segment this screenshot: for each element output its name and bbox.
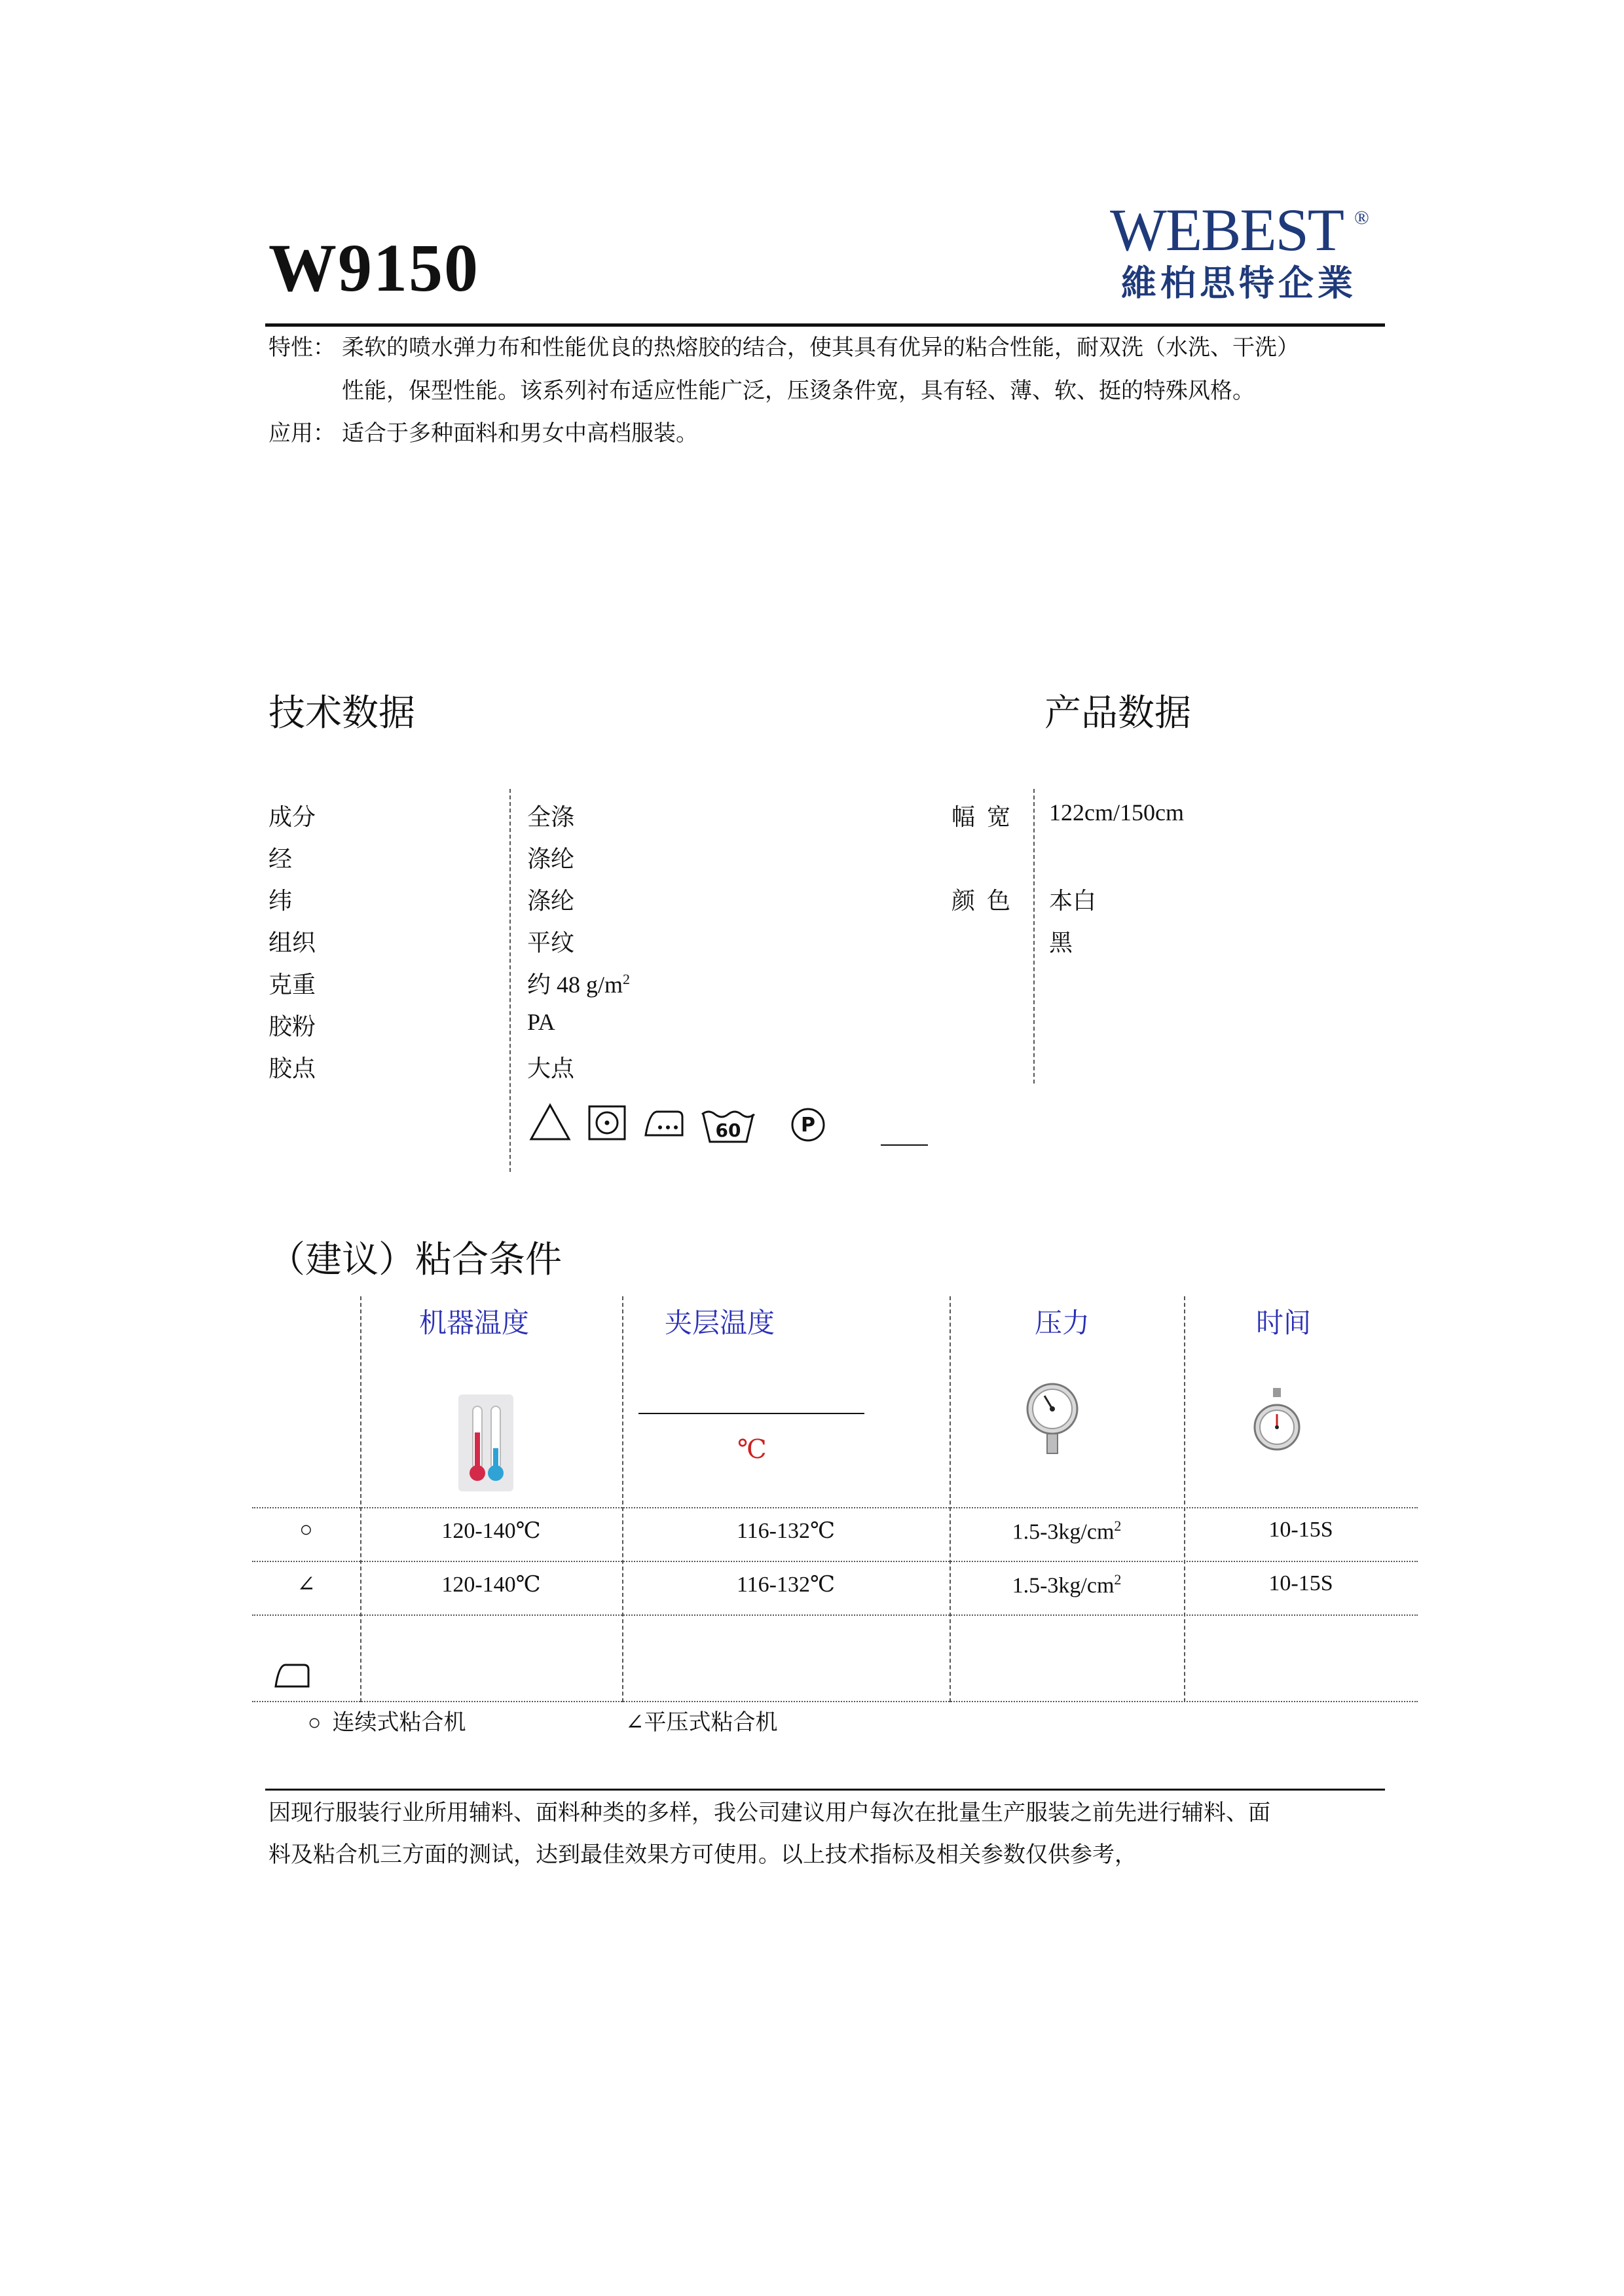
tech-label-dot: 胶点: [268, 1055, 316, 1082]
layer-temp-line: [638, 1413, 864, 1414]
header-rule: [265, 323, 1385, 327]
legend-continuous: ○ 连续式粘合机: [308, 1711, 466, 1735]
product-divider: [1033, 789, 1035, 1084]
product-value-color-white: 本白: [1049, 888, 1097, 914]
row-1-time: 10-15S: [1268, 1518, 1333, 1542]
layer-temp-unit: ℃: [737, 1434, 767, 1464]
grid-col-2: [622, 1296, 623, 1702]
row-1-layer-temp: 116-132℃: [736, 1519, 836, 1543]
row-1-symbol: ○: [299, 1518, 313, 1542]
product-data-heading: 产品数据: [1044, 693, 1191, 734]
application-text: 适合于多种面料和男女中高档服装。: [342, 422, 698, 446]
tech-value-weight: 约 48 $g/m^2$: [527, 971, 631, 998]
tech-value-warp: 涤纶: [527, 846, 575, 872]
tech-label-weave: 组织: [268, 930, 316, 956]
row-2-machine-temp: 120-140℃: [441, 1573, 541, 1597]
tech-label-adhesive: 胶粉: [268, 1013, 316, 1040]
brand-logo-text: WEBEST: [1110, 196, 1343, 263]
tech-value-adhesive: PA: [527, 1009, 555, 1035]
dryclean-p-icon: [790, 1106, 826, 1143]
brand-logo-chinese: 維柏思特企業: [1121, 263, 1357, 304]
tech-label-weight: 克重: [268, 972, 316, 998]
tech-divider: [509, 789, 511, 1172]
product-value-width: 122cm/150cm: [1049, 799, 1184, 826]
header-machine-temp: 机器温度: [419, 1309, 530, 1339]
grid-col-4: [1184, 1296, 1185, 1702]
product-value-color-black: 黑: [1049, 930, 1073, 956]
row-1-machine-temp: 120-140℃: [441, 1519, 541, 1543]
svg-text:60: 60: [715, 1120, 741, 1141]
row-2-pressure: $1.5-3kg/cm^2$: [1012, 1571, 1122, 1598]
features-line-1: 柔软的喷水弹力布和性能优良的热熔胶的结合，使其具有优异的粘合性能，耐双洗（水洗、干洗）: [342, 336, 1299, 360]
header-layer-temp: 夹层温度: [665, 1309, 775, 1339]
product-label-color: 颜 色: [951, 888, 1011, 914]
row-1-pressure: $1.5-3kg/cm^2$: [1012, 1518, 1122, 1544]
footer-rule: [265, 1789, 1385, 1791]
tumble-dry-icon: [588, 1105, 626, 1140]
tech-value-composition: 全涤: [527, 804, 575, 830]
features-line-2: 性能，保型性能。该系列衬布适应性能广泛，压烫条件宽，具有轻、薄、软、挺的特殊风格。: [342, 379, 1255, 403]
footer-line-2: 料及粘合机三方面的测试，达到最佳效果方可使用。以上技术指标及相关参数仅供参考，: [268, 1843, 1137, 1867]
tech-label-composition: 成分: [268, 804, 316, 830]
pressure-gauge-icon: [1025, 1381, 1080, 1459]
tech-label-warp: 经: [268, 846, 293, 872]
product-label-width: 幅 宽: [951, 804, 1011, 830]
tech-value-dot: 大点: [527, 1055, 575, 1082]
grid-row-2: [252, 1561, 1418, 1562]
row-2-layer-temp: 116-132℃: [736, 1573, 836, 1597]
registered-mark: ®: [1354, 207, 1369, 228]
bonding-heading: （建议）粘合条件: [268, 1240, 562, 1281]
tech-data-heading: 技术数据: [268, 693, 415, 734]
row-2-time: 10-15S: [1268, 1571, 1333, 1595]
grid-col-3: [950, 1296, 951, 1702]
tech-value-weft: 涤纶: [527, 888, 575, 914]
grid-row-4: [252, 1701, 1418, 1702]
tech-label-weft: 纬: [268, 888, 293, 914]
legend-flat: ∠平压式粘合机: [625, 1711, 778, 1735]
tech-value-weave: 平纹: [527, 930, 575, 956]
header-time: 时间: [1256, 1309, 1312, 1339]
grid-col-1: [360, 1296, 361, 1702]
grid-row-1: [252, 1507, 1418, 1508]
header-pressure: 压力: [1035, 1309, 1090, 1339]
thermometer-icon: [458, 1394, 513, 1491]
features-label: 特性：: [268, 336, 335, 360]
grid-row-3: [252, 1614, 1418, 1616]
stopwatch-icon: [1252, 1388, 1302, 1459]
wash-60-icon: [699, 1106, 757, 1144]
row-2-symbol: ∠: [297, 1573, 316, 1597]
application-label: 应用：: [268, 422, 335, 446]
model-title: W9150: [268, 230, 479, 306]
iron-row-icon: [274, 1663, 310, 1689]
svg-text:P: P: [801, 1114, 815, 1137]
footer-line-1: 因现行服装行业所用辅料、面料种类的多样，我公司建议用户每次在批量生产服装之前先进行辅料、面: [268, 1801, 1270, 1825]
iron-icon: [643, 1109, 685, 1138]
triangle-icon: [529, 1103, 571, 1141]
care-blank-line: [881, 1144, 928, 1146]
